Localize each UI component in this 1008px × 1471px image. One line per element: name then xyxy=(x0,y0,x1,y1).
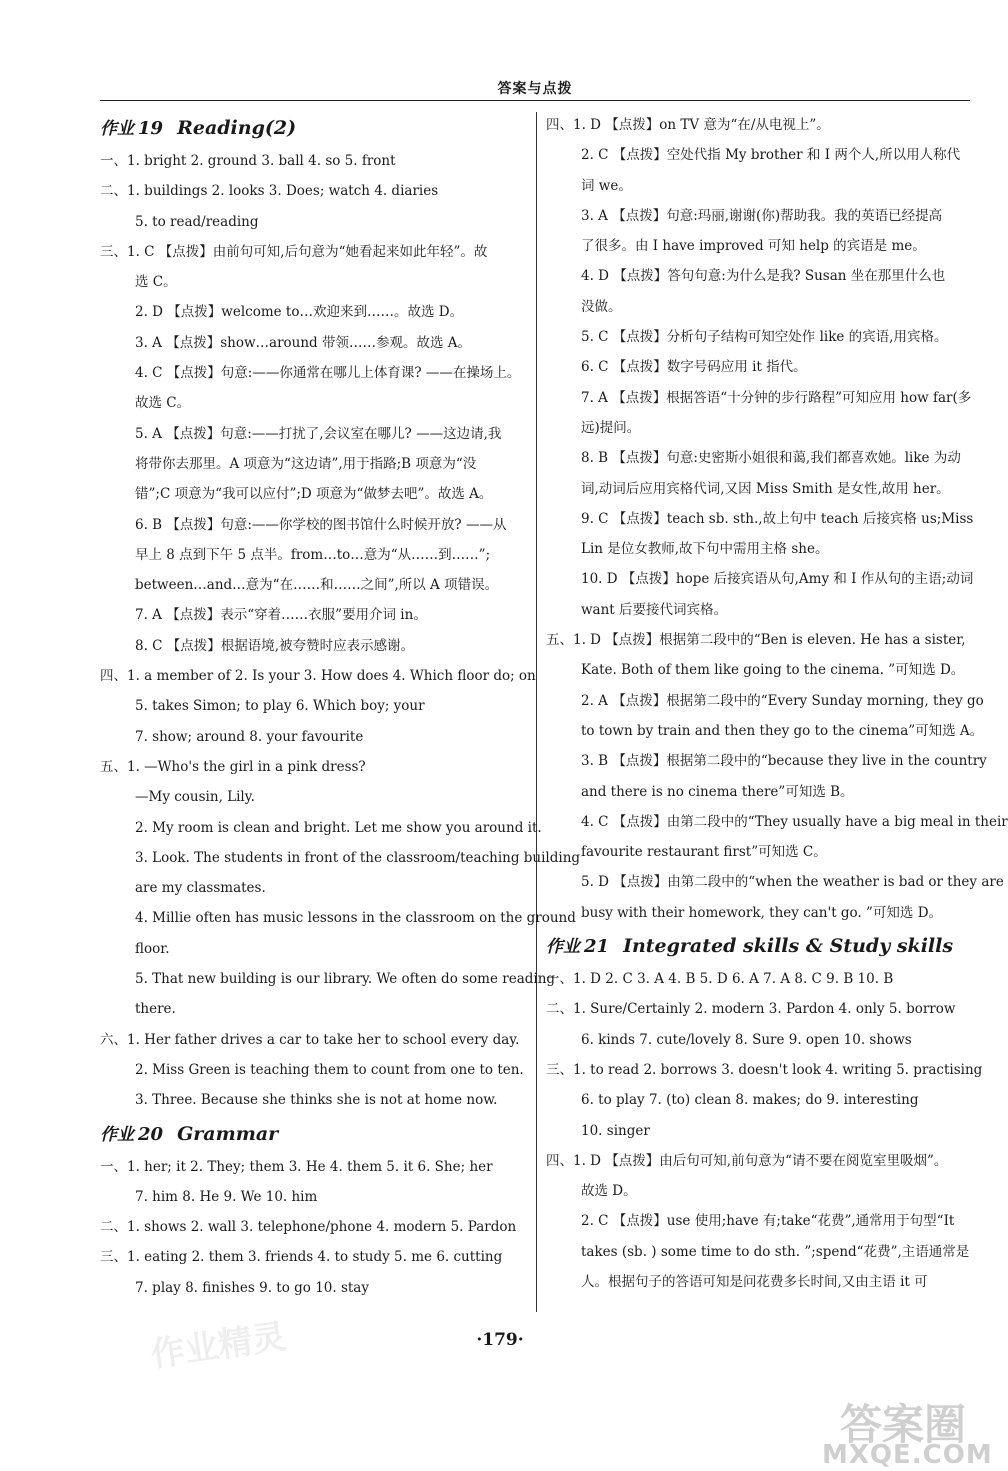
answer-line: 将带你去那里。A 项意为“这边请”,用于指路;B 项意为“没 xyxy=(135,455,477,472)
answer-line: 四、1. D 【点拨】由后句可知,前句意为“请不要在阅览室里吸烟”。 xyxy=(546,1152,948,1169)
answer-line: want 后要接代词宾格。 xyxy=(581,601,728,618)
answer-line: 3. A 【点拨】show…around 带领……参观。故选 A。 xyxy=(135,334,472,351)
header-rule xyxy=(100,100,970,101)
answer-line: 2. A 【点拨】根据第二段中的“Every Sunday morning, they go xyxy=(581,692,984,709)
answer-line: 2. C 【点拨】use 使用;have 有;take“花费”,通常用于句型“It xyxy=(581,1213,955,1230)
answer-line: 2. D 【点拨】welcome to…欢迎来到……。故选 D。 xyxy=(135,304,464,321)
homework-number: 20 xyxy=(138,1123,164,1145)
answer-line: 5. That new building is our library. We often do some reading xyxy=(135,971,556,988)
answer-line: floor. xyxy=(135,940,170,957)
answer-line: Lin 是位女教师,故下句中需用主格 she。 xyxy=(581,541,829,558)
homework-number: 21 xyxy=(584,936,610,958)
answer-line: 词,动词后应用宾格代词,又因 Miss Smith 是女性,故用 her。 xyxy=(581,480,950,497)
answer-line: 9. C 【点拨】teach sb. sth.,故上句中 teach 后接宾格 us;Miss xyxy=(581,510,974,527)
answer-line: 8. B 【点拨】句意:史密斯小姐很和蔼,我们都喜欢她。like 为动 xyxy=(581,450,961,467)
answer-line: 二、1. Sure/Certainly 2. modern 3. Pardon 4. only 5. borrow xyxy=(546,1001,956,1018)
section-name: Grammar xyxy=(177,1122,279,1145)
answer-line: and there is no cinema there”可知选 B。 xyxy=(581,783,854,800)
answer-line: 了很多。由 I have improved 可知 help 的宾语是 me。 xyxy=(581,238,926,255)
answer-line: 4. Millie often has music lessons in the classroom on the ground xyxy=(135,910,576,927)
answer-line: 4. C 【点拨】由第二段中的“They usually have a big meal in their xyxy=(581,813,1008,830)
answer-line: 二、1. shows 2. wall 3. telephone/phone 4. modern 5. Pardon xyxy=(100,1219,517,1236)
answer-line: 五、1. —Who's the girl in a pink dress? xyxy=(100,758,366,775)
page-number: ·179· xyxy=(476,1330,524,1350)
answer-line: 一、1. bright 2. ground 3. ball 4. so 5. front xyxy=(100,153,396,169)
answer-line: 5. D 【点拨】由第二段中的“when the weather is bad or they are xyxy=(581,874,1004,891)
answer-line: 三、1. eating 2. them 3. friends 4. to study 5. me 6. cutting xyxy=(100,1249,503,1266)
answer-line: 3. A 【点拨】句意:玛丽,谢谢(你)帮助我。我的英语已经提高 xyxy=(581,207,943,224)
answer-line: 错”;C 项意为“我可以应付”;D 项意为“做梦去吧”。故选 A。 xyxy=(135,486,493,503)
answer-line: 二、1. buildings 2. looks 3. Does; watch 4. diaries xyxy=(100,183,439,200)
answer-line: 7. A 【点拨】根据答语“十分钟的步行路程”可知应用 how far(多 xyxy=(581,389,972,406)
left-column xyxy=(100,110,581,1303)
section-title xyxy=(546,928,974,964)
stamp-watermark: 作业精灵 xyxy=(148,1316,289,1376)
section-title xyxy=(100,1116,528,1152)
homework-label: 作业 xyxy=(100,119,134,139)
answer-line: 10. singer xyxy=(581,1122,650,1139)
answer-line: 5. takes Simon; to play 6. Which boy; your xyxy=(135,698,425,715)
answer-line: 早上 8 点到下午 5 点半。from…to…意为“从……到……”; xyxy=(135,546,491,563)
answer-line: 没做。 xyxy=(581,298,622,315)
answer-line: 4. D 【点拨】答句句意:为什么是我? Susan 坐在那里什么也 xyxy=(581,268,946,285)
answer-line: 故选 C。 xyxy=(135,395,191,412)
section-title xyxy=(100,110,528,146)
page-header: 答案与点拨 xyxy=(497,81,573,97)
answer-line: 7. A 【点拨】表示“穿着……衣服”要用介词 in。 xyxy=(135,607,427,624)
answer-line: 7. him 8. He 9. We 10. him xyxy=(135,1188,318,1205)
answer-line: 7. show; around 8. your favourite xyxy=(135,728,364,745)
answer-line: 六、1. Her father drives a car to take her to school every day. xyxy=(100,1031,520,1048)
answer-line: 故选 D。 xyxy=(581,1183,637,1200)
homework-number: 19 xyxy=(138,118,164,139)
answer-line: 6. C 【点拨】数字号码应用 it 指代。 xyxy=(581,359,807,376)
answer-line: are my classmates. xyxy=(135,880,266,897)
answer-line: 四、1. a member of 2. Is your 3. How does 4. Which floor do; on xyxy=(100,668,536,685)
section-name: Reading(2) xyxy=(177,117,297,139)
section-name: Integrated skills & Study skills xyxy=(623,935,954,958)
right-column xyxy=(546,110,1008,1297)
answer-line: 6. to play 7. (to) clean 8. makes; do 9. interesting xyxy=(581,1092,919,1109)
answer-line: 2. Miss Green is teaching them to count from one to ten. xyxy=(135,1061,524,1078)
answer-line: 3. Three. Because she thinks she is not at home now. xyxy=(135,1092,498,1109)
answer-line: 2. C 【点拨】空处代指 My brother 和 I 两个人,所以用人称代 xyxy=(581,147,961,164)
answer-line: 一、1. her; it 2. They; them 3. He 4. them 5. it 6. She; her xyxy=(100,1158,493,1175)
answer-line: 10. D 【点拨】hope 后接宾语从句,Amy 和 I 作从句的主语;动词 xyxy=(581,571,974,588)
logo-watermark: 答案圈 xyxy=(840,1400,967,1449)
answer-line: 8. C 【点拨】根据语境,被夸赞时应表示感谢。 xyxy=(135,637,415,654)
answer-line: 词 we。 xyxy=(581,177,632,194)
url-watermark: MXQE.COM xyxy=(822,1440,993,1470)
answer-line: —My cousin, Lily. xyxy=(135,789,255,806)
answer-line: favourite restaurant first”可知选 C。 xyxy=(581,844,827,861)
answer-line: 选 C。 xyxy=(135,274,177,291)
answer-line: 3. Look. The students in front of the classroom/teaching building xyxy=(135,849,581,866)
homework-label: 作业 xyxy=(546,937,580,958)
answer-line: 7. play 8. finishes 9. to go 10. stay xyxy=(135,1279,369,1296)
answer-line: busy with their homework, they can't go. ”可知选 D。 xyxy=(581,904,943,921)
homework-label: 作业 xyxy=(100,1124,134,1145)
answer-line: 3. B 【点拨】根据第二段中的“because they live in the country xyxy=(581,753,987,770)
answer-line: 4. C 【点拨】句意:——你通常在哪儿上体育课? ——在操场上。 xyxy=(135,365,521,382)
answer-line: 三、1. to read 2. borrows 3. doesn't look 4. writing 5. practising xyxy=(546,1061,983,1078)
answer-line: Kate. Both of them like going to the cinema. ”可知选 D。 xyxy=(581,662,965,679)
column-divider xyxy=(536,112,537,1312)
answer-line: 5. to read/reading xyxy=(135,213,259,230)
answer-line: 远)提问。 xyxy=(581,419,641,436)
answer-line: to town by train and then they go to the cinema”可知选 A。 xyxy=(581,722,984,739)
answer-line: 5. C 【点拨】分析句子结构可知空处作 like 的宾语,用宾格。 xyxy=(581,329,948,346)
answer-line: 6. B 【点拨】句意:——你学校的图书馆什么时候开放? ——从 xyxy=(135,516,507,533)
answer-line: 6. kinds 7. cute/lovely 8. Sure 9. open 10. shows xyxy=(581,1031,912,1048)
answer-line: 2. My room is clean and bright. Let me show you around it. xyxy=(135,819,542,836)
answer-line: 四、1. D 【点拨】on TV 意为“在/从电视上”。 xyxy=(546,117,830,133)
answer-line: 5. A 【点拨】句意:——打扰了,会议室在哪儿? ——这边请,我 xyxy=(135,425,502,442)
answer-line: between…and…意为“在……和……之间”,所以 A 项错误。 xyxy=(135,577,499,594)
answer-line: takes (sb. ) some time to do sth. ”;spend“花费”,主语通常是 xyxy=(581,1243,970,1260)
answer-line: 一、1. D 2. C 3. A 4. B 5. D 6. A 7. A 8. C 9. B 10. B xyxy=(546,971,894,988)
answer-line: there. xyxy=(135,1001,176,1018)
answer-line: 三、1. C 【点拨】由前句可知,后句意为“她看起来如此年轻”。故 xyxy=(100,243,488,260)
answer-line: 五、1. D 【点拨】根据第二段中的“Ben is eleven. He has a sister, xyxy=(546,632,966,649)
answer-line: 人。根据句子的答语可知是问花费多长时间,又由主语 it 可 xyxy=(581,1273,928,1290)
